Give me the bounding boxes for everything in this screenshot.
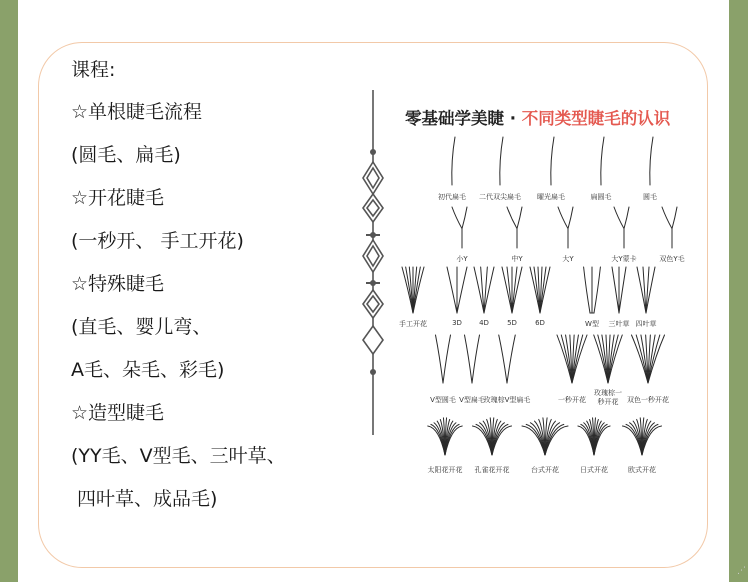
lash-label: 6D <box>535 319 545 327</box>
course-line: ☆开花睫毛 <box>71 187 165 209</box>
lash-drawing <box>538 205 598 250</box>
lash-drawing <box>616 265 676 315</box>
lash-label: 玫瑰棕V型扁毛 <box>483 396 531 404</box>
lash-label: 小Y <box>456 255 468 263</box>
lash-label: 初代扁毛 <box>438 193 466 201</box>
lash-drawing <box>432 205 492 250</box>
lash-label: 扁圆毛 <box>590 193 612 201</box>
lash-drawing <box>612 413 672 457</box>
lash-label: 二代双尖扁毛 <box>479 193 521 201</box>
lash-label: 玫瑰棕一秒开花 <box>594 389 622 406</box>
lash-label: 大Y蒙卡 <box>611 255 637 263</box>
lash-drawing <box>510 265 570 315</box>
lash-label: 中Y <box>511 255 523 263</box>
lash-label: 三叶草 <box>608 320 630 328</box>
lash-drawing <box>462 413 522 457</box>
lash-drawing <box>618 333 678 385</box>
lash-label: 双色Y毛 <box>659 255 685 263</box>
course-line: (YY毛、V型毛、三叶草、 <box>71 445 286 467</box>
diagram-title-prefix: 零基础学美睫 · <box>405 109 522 128</box>
course-line: (圆毛、扁毛) <box>71 144 181 166</box>
lash-label: 3D <box>452 319 462 327</box>
lash-label: W型 <box>585 320 599 328</box>
diagram-title-highlight: 不同类型睫毛的认识 <box>521 109 671 128</box>
lash-label: V型圆毛 <box>430 396 456 404</box>
lash-label: 圆毛 <box>643 193 657 201</box>
lash-label: V型扁毛 <box>459 396 485 404</box>
lash-label: 5D <box>507 319 517 327</box>
lash-label: 4D <box>479 319 489 327</box>
lash-label: 大Y <box>562 255 574 263</box>
course-line: ☆单根睫毛流程 <box>71 101 203 123</box>
diagram-title <box>405 105 670 129</box>
course-heading: 课程: <box>71 59 116 81</box>
course-line: ☆特殊睫毛 <box>71 273 165 295</box>
lash-label: 欧式开花 <box>628 466 656 474</box>
lash-label: 一秒开花 <box>558 396 586 404</box>
lash-label: 台式开花 <box>531 466 559 474</box>
decorative-corner-mark: ⋰ <box>737 566 746 576</box>
course-line: 四叶草、成品毛) <box>77 488 218 510</box>
lash-drawing <box>477 333 537 385</box>
lash-label: 手工开花 <box>399 320 427 328</box>
course-line: ☆造型睫毛 <box>71 402 165 424</box>
course-line: (直毛、婴儿弯、 <box>71 316 212 338</box>
lash-label: 日式开花 <box>580 466 608 474</box>
course-line: (一秒开、 手工开花) <box>71 230 244 252</box>
lash-label: 曜光扁毛 <box>537 193 565 201</box>
course-line: A毛、朵毛、彩毛) <box>71 359 225 381</box>
lash-drawing <box>620 135 680 187</box>
ornamental-divider <box>358 90 388 435</box>
lash-label: 太阳花开花 <box>427 466 463 474</box>
course-list <box>71 56 286 528</box>
lash-drawing <box>642 205 702 250</box>
lash-label: 四叶草 <box>635 320 657 328</box>
lash-label: 孔雀花开花 <box>474 466 510 474</box>
lash-label: 双色一秒开花 <box>627 396 669 404</box>
